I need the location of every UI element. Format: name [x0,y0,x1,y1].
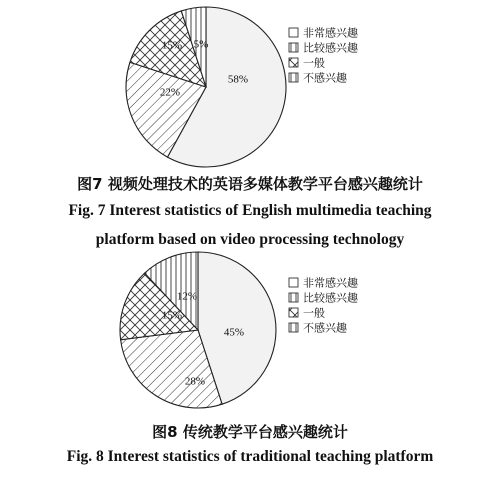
figure-7-caption-cn: 图7 视频处理技术的英语多媒体教学平台感兴趣统计 [77,175,423,193]
legend-swatch-2-4 [289,323,298,332]
pie-label-1-3: 15% [161,39,183,52]
legend-label-1-1: 非常感兴趣 [303,26,358,40]
legend-swatch-2-3 [289,308,298,317]
legend-label-1-2: 比较感兴趣 [303,41,358,55]
pie-label-2-1: 45% [223,326,245,339]
legend-2 [289,276,358,335]
legend-label-1-4: 不感兴趣 [303,71,347,85]
legend-swatch-1-4 [289,73,298,82]
pie-chart-2 [120,252,276,408]
pie-label-2-4: 12% [176,290,198,303]
pie-label-1-4: 5% [193,38,209,51]
figure-7-caption-en-line2: platform based on video processing technology [95,231,405,248]
pie-chart-1 [126,7,286,167]
legend-label-2-1: 非常感兴趣 [303,276,358,290]
pie-label-1-1: 58% [227,73,249,86]
legend-label-1-3: 一般 [303,56,325,70]
legend-swatch-1-1 [289,28,298,37]
pie-label-2-3: 15% [161,309,183,322]
legend-swatch-1-3 [289,58,298,67]
legend-swatch-2-1 [289,278,298,287]
figure-8-caption-cn: 图8 传统教学平台感兴趣统计 [152,423,348,441]
figure-8-caption-en-line1: Fig. 8 Interest statistics of traditional teaching platform [66,448,434,465]
pie-label-1-2: 22% [159,86,181,99]
legend-swatch-1-2 [289,43,298,52]
legend-swatch-2-2 [289,293,298,302]
figure-7-caption-en-line1: Fig. 7 Interest statistics of English multimedia teaching [68,202,432,219]
legend-1 [289,26,358,85]
pie-label-2-2: 28% [184,375,206,388]
legend-label-2-4: 不感兴趣 [303,321,347,335]
legend-label-2-2: 比较感兴趣 [303,291,358,305]
legend-label-2-3: 一般 [303,306,325,320]
